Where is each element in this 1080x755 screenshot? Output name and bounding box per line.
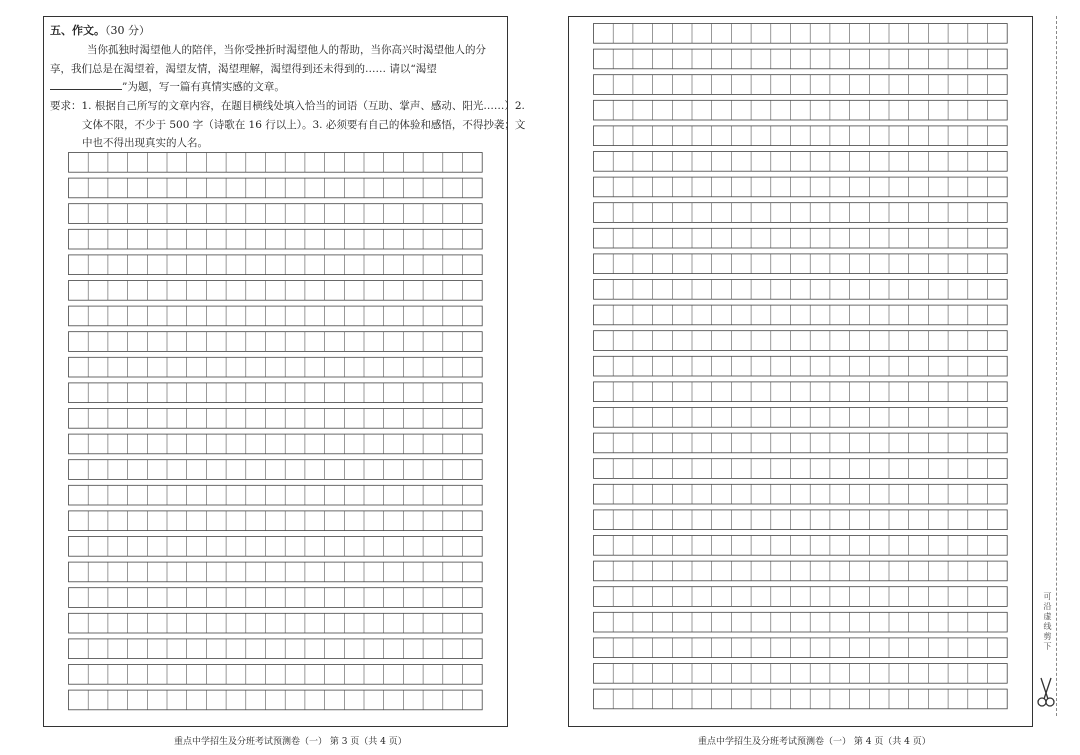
grid-row[interactable] [69,281,483,301]
grid-row[interactable] [594,331,1008,351]
grid-row[interactable] [594,126,1008,146]
grid-row[interactable] [69,409,483,429]
section-score: （30 分） [105,24,150,37]
page-footer-right: 重点中学招生及分班考试预测卷（一） 第 4 页（共 4 页） [698,737,931,747]
grid-row[interactable] [69,639,483,659]
grid-row[interactable] [69,588,483,608]
grid-row[interactable] [594,536,1008,556]
right-page [568,16,1033,727]
grid-row[interactable] [594,510,1008,530]
cut-dashed-line [1056,16,1057,716]
grid-row[interactable] [69,357,483,377]
grid-row[interactable] [69,153,483,173]
left-page [43,16,526,727]
grid-row[interactable] [69,204,483,224]
cut-instruction: 可沿虚线剪下 [1043,592,1052,652]
grid-row[interactable] [594,203,1008,223]
grid-row[interactable] [594,689,1008,709]
grid-row[interactable] [594,356,1008,376]
grid-row[interactable] [594,100,1008,120]
grid-row[interactable] [594,75,1008,95]
grid-row[interactable] [594,152,1008,172]
grid-row[interactable] [69,332,483,352]
grid-row[interactable] [594,254,1008,274]
title-blank[interactable] [50,78,122,90]
grid-row[interactable] [69,460,483,480]
grid-row[interactable] [69,178,483,198]
grid-row[interactable] [69,229,483,249]
prompt-text: 当你孤独时渴望他人的陪伴，当你受挫折时渴望他人的帮助，当你高兴时渴望他人的分享，我们总是在渴望着，渴望友情，渴望理解，渴望得到还未得到的…… 请以“渴望 [50,44,486,75]
grid-row[interactable] [69,306,483,326]
grid-row[interactable] [594,24,1008,44]
grid-row[interactable] [594,587,1008,607]
grid-row[interactable] [69,255,483,275]
grid-row[interactable] [69,383,483,403]
section-number: 五、作文。 [50,24,105,37]
grid-row[interactable] [594,177,1008,197]
grid-row[interactable] [69,613,483,633]
grid-row[interactable] [69,665,483,685]
writing-grid-right[interactable] [593,23,1009,719]
grid-row[interactable] [69,511,483,531]
grid-row[interactable] [594,382,1008,402]
grid-row[interactable] [594,408,1008,428]
grid-row[interactable] [594,49,1008,69]
grid-row[interactable] [594,638,1008,658]
grid-row[interactable] [594,228,1008,248]
grid-row[interactable] [69,690,483,710]
grid-row[interactable] [594,305,1008,325]
essay-requirements: 要求：1. 根据自己所写的文章内容，在题目横线处填入恰当的词语（互助、掌声、感动、阳光……）2. 文体不限，不少于 500 字（诗歌在 16 行以上）。3. 必须要有自己的体验和感悟，不得抄袭；文中也不得出现真实的人名。 [50,100,526,149]
essay-prompt [50,41,502,97]
grid-row[interactable] [594,459,1008,479]
prompt-text-end: ”为题，写一篇有真情实感的文章。 [122,81,285,93]
grid-row[interactable] [69,562,483,582]
grid-row[interactable] [69,537,483,557]
grid-row[interactable] [69,434,483,454]
grid-row[interactable] [69,485,483,505]
grid-row[interactable] [594,433,1008,453]
grid-row[interactable] [594,561,1008,581]
writing-grid-left[interactable] [68,152,484,717]
page-footer-left: 重点中学招生及分班考试预测卷（一） 第 3 页（共 4 页） [174,737,407,747]
grid-row[interactable] [594,664,1008,684]
grid-row[interactable] [594,280,1008,300]
grid-row[interactable] [594,612,1008,632]
scissors-icon [1036,676,1056,708]
section-heading [50,23,150,38]
grid-row[interactable] [594,484,1008,504]
